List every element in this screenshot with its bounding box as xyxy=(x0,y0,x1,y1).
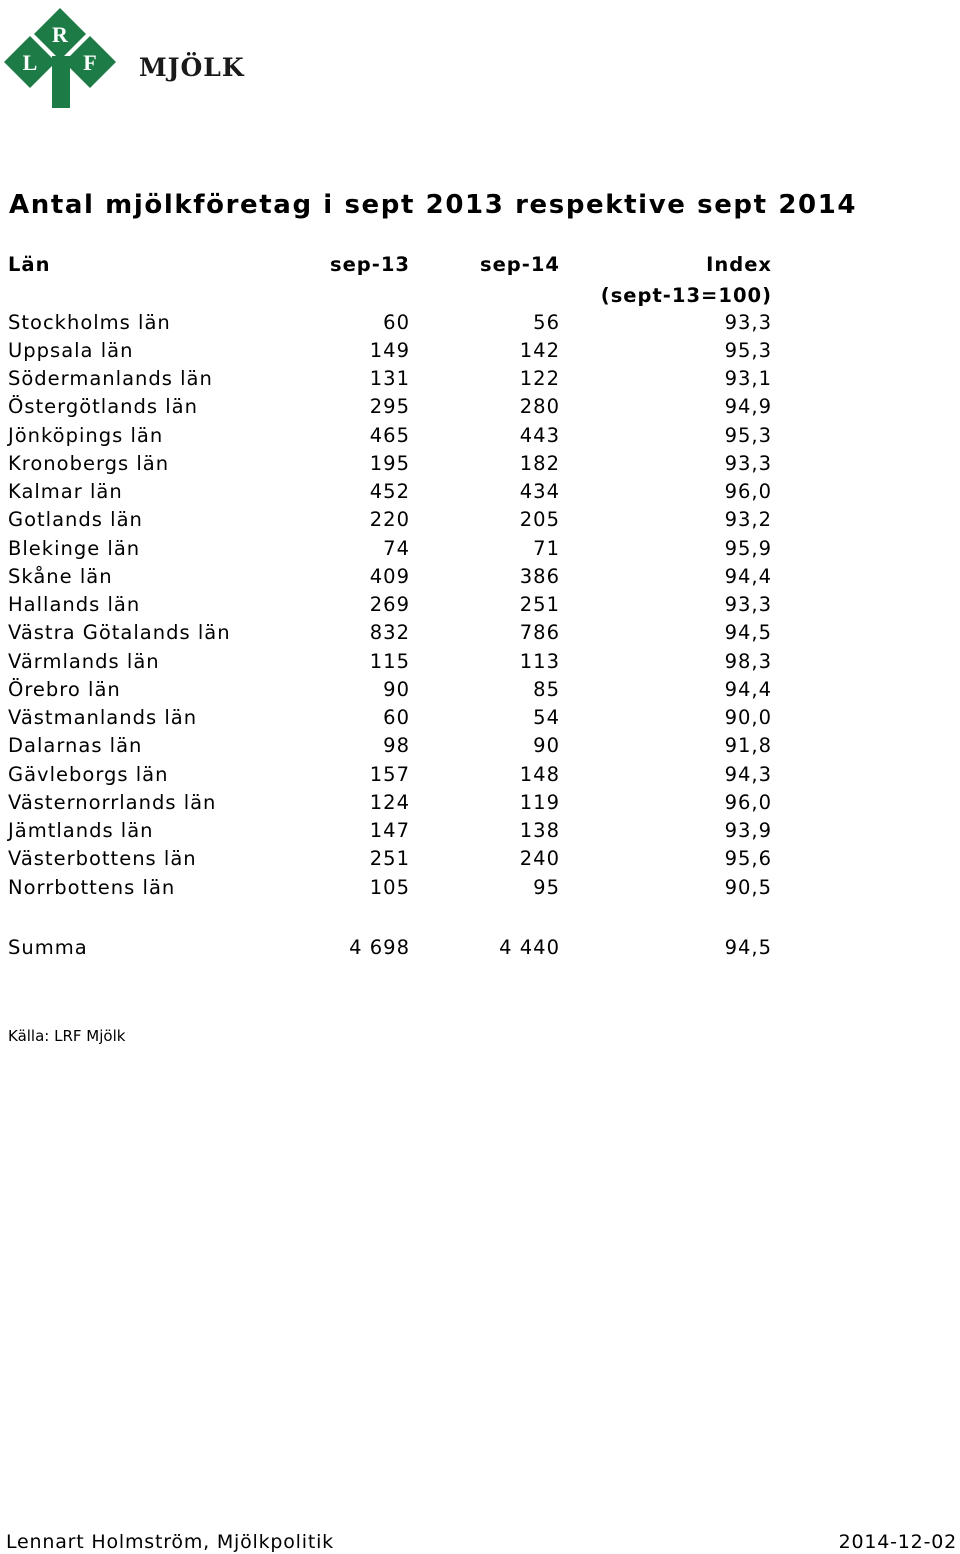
cell-lan: Norrbottens län xyxy=(8,876,176,899)
cell-sep14: 280 xyxy=(519,395,560,418)
cell-index: 90,0 xyxy=(724,706,772,729)
cell-sep13: 115 xyxy=(369,650,410,673)
lrf-mjolk-logo xyxy=(2,6,252,110)
header-sep14: sep-14 xyxy=(479,253,560,276)
table-row xyxy=(0,650,960,678)
cell-lan: Västernorrlands län xyxy=(8,791,217,814)
cell-sep14: 85 xyxy=(533,678,560,701)
cell-sep14: 251 xyxy=(519,593,560,616)
cell-sep14: 148 xyxy=(519,763,560,786)
sum-label: Summa xyxy=(8,936,88,959)
cell-sep14: 240 xyxy=(519,847,560,870)
cell-sep13: 465 xyxy=(369,424,410,447)
table-row xyxy=(0,593,960,621)
table-row xyxy=(0,452,960,480)
cell-index: 94,3 xyxy=(724,763,772,786)
header-lan: Län xyxy=(8,253,51,276)
cell-index: 94,5 xyxy=(724,621,772,644)
cell-sep14: 142 xyxy=(519,339,560,362)
cell-sep13: 131 xyxy=(369,367,410,390)
table-row xyxy=(0,621,960,649)
cell-sep13: 195 xyxy=(369,452,410,475)
table-row xyxy=(0,395,960,423)
cell-sep13: 105 xyxy=(369,876,410,899)
header-index: Index xyxy=(706,253,772,276)
cell-sep14: 54 xyxy=(533,706,560,729)
sum-sep13: 4 698 xyxy=(349,936,410,959)
cell-sep13: 90 xyxy=(383,678,410,701)
cell-sep14: 786 xyxy=(519,621,560,644)
table-row xyxy=(0,819,960,847)
cell-lan: Västmanlands län xyxy=(8,706,198,729)
cell-index: 93,3 xyxy=(724,311,772,334)
cell-sep13: 452 xyxy=(369,480,410,503)
table-row xyxy=(0,424,960,452)
table-row xyxy=(0,876,960,904)
cell-sep14: 386 xyxy=(519,565,560,588)
cell-index: 93,9 xyxy=(724,819,772,842)
cell-index: 91,8 xyxy=(724,734,772,757)
source-note: Källa: LRF Mjölk xyxy=(8,1027,126,1045)
sum-row xyxy=(0,936,960,964)
footer-author: Lennart Holmström, Mjölkpolitik xyxy=(6,1531,334,1553)
cell-sep14: 95 xyxy=(533,876,560,899)
cell-index: 90,5 xyxy=(724,876,772,899)
table-row xyxy=(0,508,960,536)
cell-sep13: 409 xyxy=(369,565,410,588)
cell-index: 95,9 xyxy=(724,537,772,560)
sum-sep14: 4 440 xyxy=(499,936,560,959)
logo-wordmark: MJÖLK xyxy=(139,53,245,82)
table-row xyxy=(0,311,960,339)
cell-index: 93,2 xyxy=(724,508,772,531)
cell-index: 94,9 xyxy=(724,395,772,418)
cell-sep14: 122 xyxy=(519,367,560,390)
cell-lan: Skåne län xyxy=(8,565,113,588)
header-sep13: sep-13 xyxy=(329,253,410,276)
cell-lan: Jämtlands län xyxy=(8,819,154,842)
cell-sep13: 74 xyxy=(383,537,410,560)
cell-sep13: 60 xyxy=(383,706,410,729)
cell-sep14: 90 xyxy=(533,734,560,757)
cell-sep13: 251 xyxy=(369,847,410,870)
cell-lan: Örebro län xyxy=(8,678,121,701)
cell-lan: Östergötlands län xyxy=(8,395,198,418)
lrf-logo-icon xyxy=(2,6,142,110)
table-row xyxy=(0,706,960,734)
footer-date: 2014-12-02 xyxy=(838,1531,957,1553)
cell-sep14: 443 xyxy=(519,424,560,447)
cell-index: 96,0 xyxy=(724,791,772,814)
table-header xyxy=(0,253,960,281)
page-title: Antal mjölkföretag i sept 2013 respektive sept 2014 xyxy=(9,190,858,220)
cell-index: 94,4 xyxy=(724,678,772,701)
cell-lan: Stockholms län xyxy=(8,311,171,334)
table-row xyxy=(0,791,960,819)
sum-index: 94,5 xyxy=(724,936,772,959)
cell-index: 96,0 xyxy=(724,480,772,503)
cell-sep13: 269 xyxy=(369,593,410,616)
cell-sep13: 220 xyxy=(369,508,410,531)
cell-sep14: 113 xyxy=(519,650,560,673)
cell-index: 95,3 xyxy=(724,424,772,447)
cell-lan: Västra Götalands län xyxy=(8,621,231,644)
cell-lan: Dalarnas län xyxy=(8,734,143,757)
cell-index: 98,3 xyxy=(724,650,772,673)
cell-sep14: 56 xyxy=(533,311,560,334)
cell-index: 95,6 xyxy=(724,847,772,870)
cell-lan: Västerbottens län xyxy=(8,847,197,870)
cell-lan: Kronobergs län xyxy=(8,452,170,475)
cell-sep13: 60 xyxy=(383,311,410,334)
cell-sep14: 119 xyxy=(519,791,560,814)
table-row xyxy=(0,339,960,367)
cell-lan: Södermanlands län xyxy=(8,367,213,390)
cell-index: 93,1 xyxy=(724,367,772,390)
header-index-sub: (sept-13=100) xyxy=(600,284,772,307)
cell-sep14: 182 xyxy=(519,452,560,475)
cell-lan: Värmlands län xyxy=(8,650,160,673)
table-row xyxy=(0,367,960,395)
cell-index: 93,3 xyxy=(724,593,772,616)
cell-sep14: 71 xyxy=(533,537,560,560)
logo-letter-r: R xyxy=(52,22,68,47)
cell-index: 93,3 xyxy=(724,452,772,475)
cell-lan: Jönköpings län xyxy=(8,424,164,447)
logo-letter-l: L xyxy=(22,50,38,75)
cell-sep14: 434 xyxy=(519,480,560,503)
table-row xyxy=(0,763,960,791)
cell-lan: Gävleborgs län xyxy=(8,763,169,786)
logo-letter-f: F xyxy=(83,50,97,75)
table-row xyxy=(0,678,960,706)
cell-sep13: 832 xyxy=(369,621,410,644)
cell-sep13: 147 xyxy=(369,819,410,842)
cell-lan: Gotlands län xyxy=(8,508,143,531)
cell-sep13: 149 xyxy=(369,339,410,362)
cell-lan: Blekinge län xyxy=(8,537,141,560)
table-row xyxy=(0,565,960,593)
cell-lan: Uppsala län xyxy=(8,339,134,362)
cell-sep13: 157 xyxy=(369,763,410,786)
table-row xyxy=(0,847,960,875)
cell-index: 95,3 xyxy=(724,339,772,362)
cell-sep14: 205 xyxy=(519,508,560,531)
table-row xyxy=(0,537,960,565)
cell-sep13: 98 xyxy=(383,734,410,757)
table-row xyxy=(0,734,960,762)
cell-lan: Kalmar län xyxy=(8,480,123,503)
cell-lan: Hallands län xyxy=(8,593,141,616)
cell-index: 94,4 xyxy=(724,565,772,588)
cell-sep13: 124 xyxy=(369,791,410,814)
cell-sep14: 138 xyxy=(519,819,560,842)
cell-sep13: 295 xyxy=(369,395,410,418)
table-row xyxy=(0,480,960,508)
